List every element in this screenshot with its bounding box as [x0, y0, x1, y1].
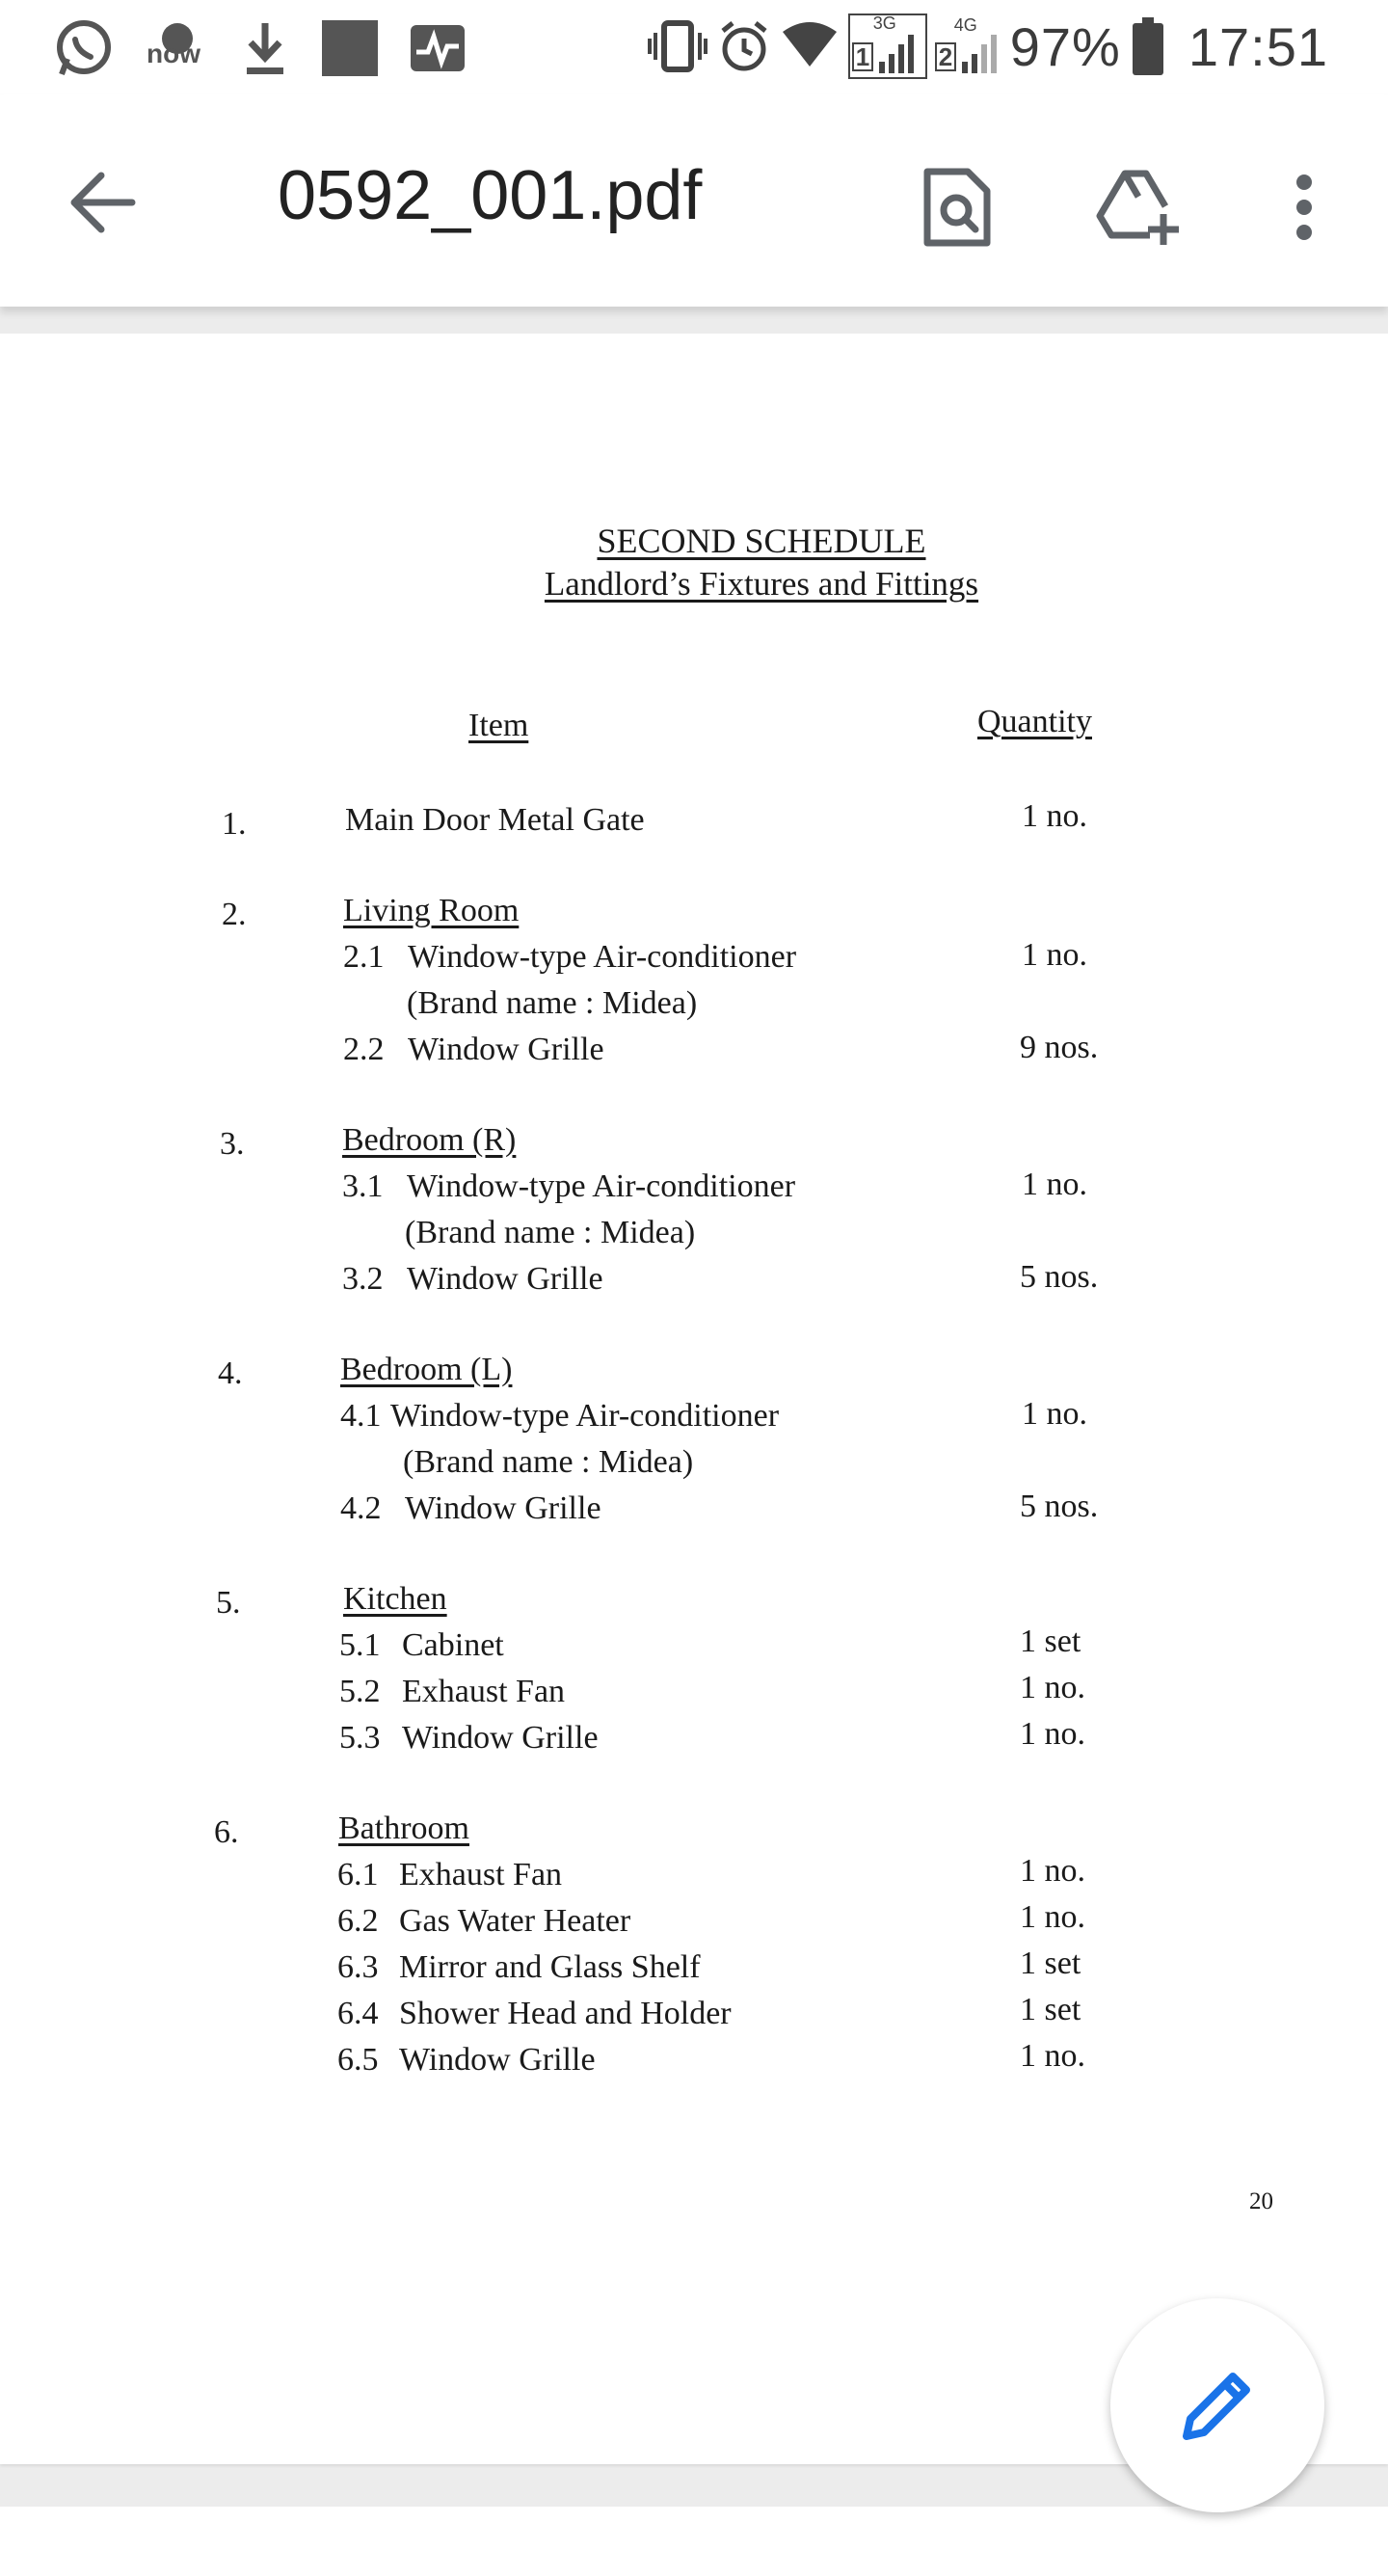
item-number: 2.1	[343, 939, 385, 975]
vibrate-icon	[648, 19, 707, 73]
next-page-edge	[0, 2507, 1388, 2576]
quantity: 1 no.	[1022, 798, 1087, 834]
quantity: 1 set	[1020, 1992, 1081, 2027]
item-subtext: (Brand name : Midea)	[407, 985, 698, 1021]
quantity: 1 no.	[1020, 1716, 1085, 1752]
section-number: 2.	[222, 897, 247, 932]
battery-icon	[1133, 17, 1163, 75]
now-app-icon	[147, 17, 208, 79]
item-label: Window Grille	[408, 1032, 604, 1067]
item-number: 5.3	[339, 1720, 381, 1756]
quantity: 1 set	[1020, 1945, 1081, 1981]
alarm-icon	[717, 19, 771, 73]
section-number: 5.	[216, 1585, 241, 1621]
quantity: 1 no.	[1022, 1396, 1087, 1432]
item-label: Gas Water Heater	[399, 1903, 631, 1939]
signal-sim2-icon	[933, 15, 1004, 77]
quantity: 1 no.	[1020, 2038, 1085, 2074]
wifi-icon	[781, 22, 839, 70]
item-label: Shower Head and Holder	[399, 1996, 732, 2031]
item-number: 5.2	[339, 1674, 381, 1709]
item-label: Mirror and Glass Shelf	[399, 1949, 701, 1985]
item-label: Exhaust Fan	[399, 1857, 563, 1892]
network-type-2: 4G	[953, 15, 977, 35]
item-label: Window-type Air-conditioner	[408, 939, 797, 975]
item-label: Window-type Air-conditioner	[390, 1398, 780, 1434]
item-label: Window-type Air-conditioner	[407, 1168, 796, 1204]
item-number: 2.2	[343, 1032, 385, 1067]
section-title: Bedroom (L)	[340, 1352, 513, 1387]
section-title: Bedroom (R)	[342, 1122, 517, 1158]
quantity: 1 no.	[1020, 1853, 1085, 1889]
item-subtext: (Brand name : Midea)	[403, 1444, 694, 1480]
section-title: Kitchen	[343, 1581, 447, 1617]
document-title: 0592_001.pdf	[278, 157, 703, 234]
arrow-back-icon	[68, 172, 136, 233]
signal-sim1-icon	[848, 13, 927, 79]
column-header-quantity: Quantity	[977, 704, 1092, 739]
quantity: 1 set	[1020, 1623, 1081, 1659]
quantity: 5 nos.	[1020, 1489, 1099, 1524]
item-number: 3.1	[342, 1168, 384, 1204]
item-number: 6.5	[337, 2042, 379, 2078]
edit-fab-button[interactable]	[1110, 2298, 1324, 2512]
add-to-drive-button[interactable]	[1087, 154, 1193, 260]
item-label: Window Grille	[399, 2042, 596, 2078]
sim1-label: 1	[852, 42, 873, 71]
item-label: Window Grille	[405, 1490, 601, 1526]
battery-percent: 97%	[1009, 15, 1121, 77]
item-number: 6.3	[337, 1949, 379, 1985]
item-subtext: (Brand name : Midea)	[405, 1215, 696, 1250]
clock: 17:51	[1188, 15, 1328, 77]
item-number: 6.4	[337, 1996, 379, 2031]
section-number: 4.	[218, 1355, 243, 1391]
find-in-document-button[interactable]	[904, 154, 1010, 260]
activity-icon	[411, 25, 465, 71]
back-button[interactable]	[64, 164, 141, 241]
section-title: Living Room	[343, 893, 520, 928]
download-icon	[241, 19, 289, 77]
quantity: 1 no.	[1020, 1899, 1085, 1935]
quantity: 9 nos.	[1020, 1030, 1099, 1065]
item-number: 4.1	[340, 1398, 382, 1434]
section-number: 6.	[214, 1814, 239, 1850]
quantity: 1 no.	[1022, 1167, 1087, 1202]
drive-add-icon	[1096, 168, 1185, 247]
schedule-heading: SECOND SCHEDULE	[597, 522, 926, 560]
item-number: 4.2	[340, 1490, 382, 1526]
quantity: 1 no.	[1022, 937, 1087, 973]
item-label: Window Grille	[402, 1720, 599, 1756]
item-number: 3.2	[342, 1261, 384, 1297]
more-options-button[interactable]	[1251, 154, 1357, 260]
quantity: 1 no.	[1020, 1670, 1085, 1705]
section-number: 1.	[222, 806, 247, 842]
app-bar	[0, 94, 1388, 307]
item-number: 6.1	[337, 1857, 379, 1892]
section-title: Bathroom	[338, 1811, 469, 1846]
find-in-page-icon	[923, 168, 991, 247]
page-number: 20	[1249, 2188, 1273, 2214]
network-type-1: 3G	[872, 13, 896, 33]
item-label: Cabinet	[402, 1627, 504, 1663]
item-number: 6.2	[337, 1903, 379, 1939]
schedule-subheading: Landlord’s Fixtures and Fittings	[544, 565, 979, 603]
item-label: Window Grille	[407, 1261, 603, 1297]
item-number: 5.1	[339, 1627, 381, 1663]
more-vert-icon	[1293, 173, 1316, 242]
pencil-icon	[1177, 2365, 1258, 2446]
section-title: Main Door Metal Gate	[345, 802, 645, 838]
sim2-label: 2	[935, 42, 956, 71]
gallery-thumbnail-icon	[322, 20, 378, 76]
section-number: 3.	[220, 1126, 245, 1162]
quantity: 5 nos.	[1020, 1259, 1099, 1295]
status-bar	[0, 0, 1388, 94]
whatsapp-icon	[54, 18, 114, 78]
now-app-label: now	[147, 39, 200, 68]
pdf-page[interactable]	[0, 334, 1388, 2464]
item-label: Exhaust Fan	[402, 1674, 566, 1709]
column-header-item: Item	[468, 708, 529, 743]
